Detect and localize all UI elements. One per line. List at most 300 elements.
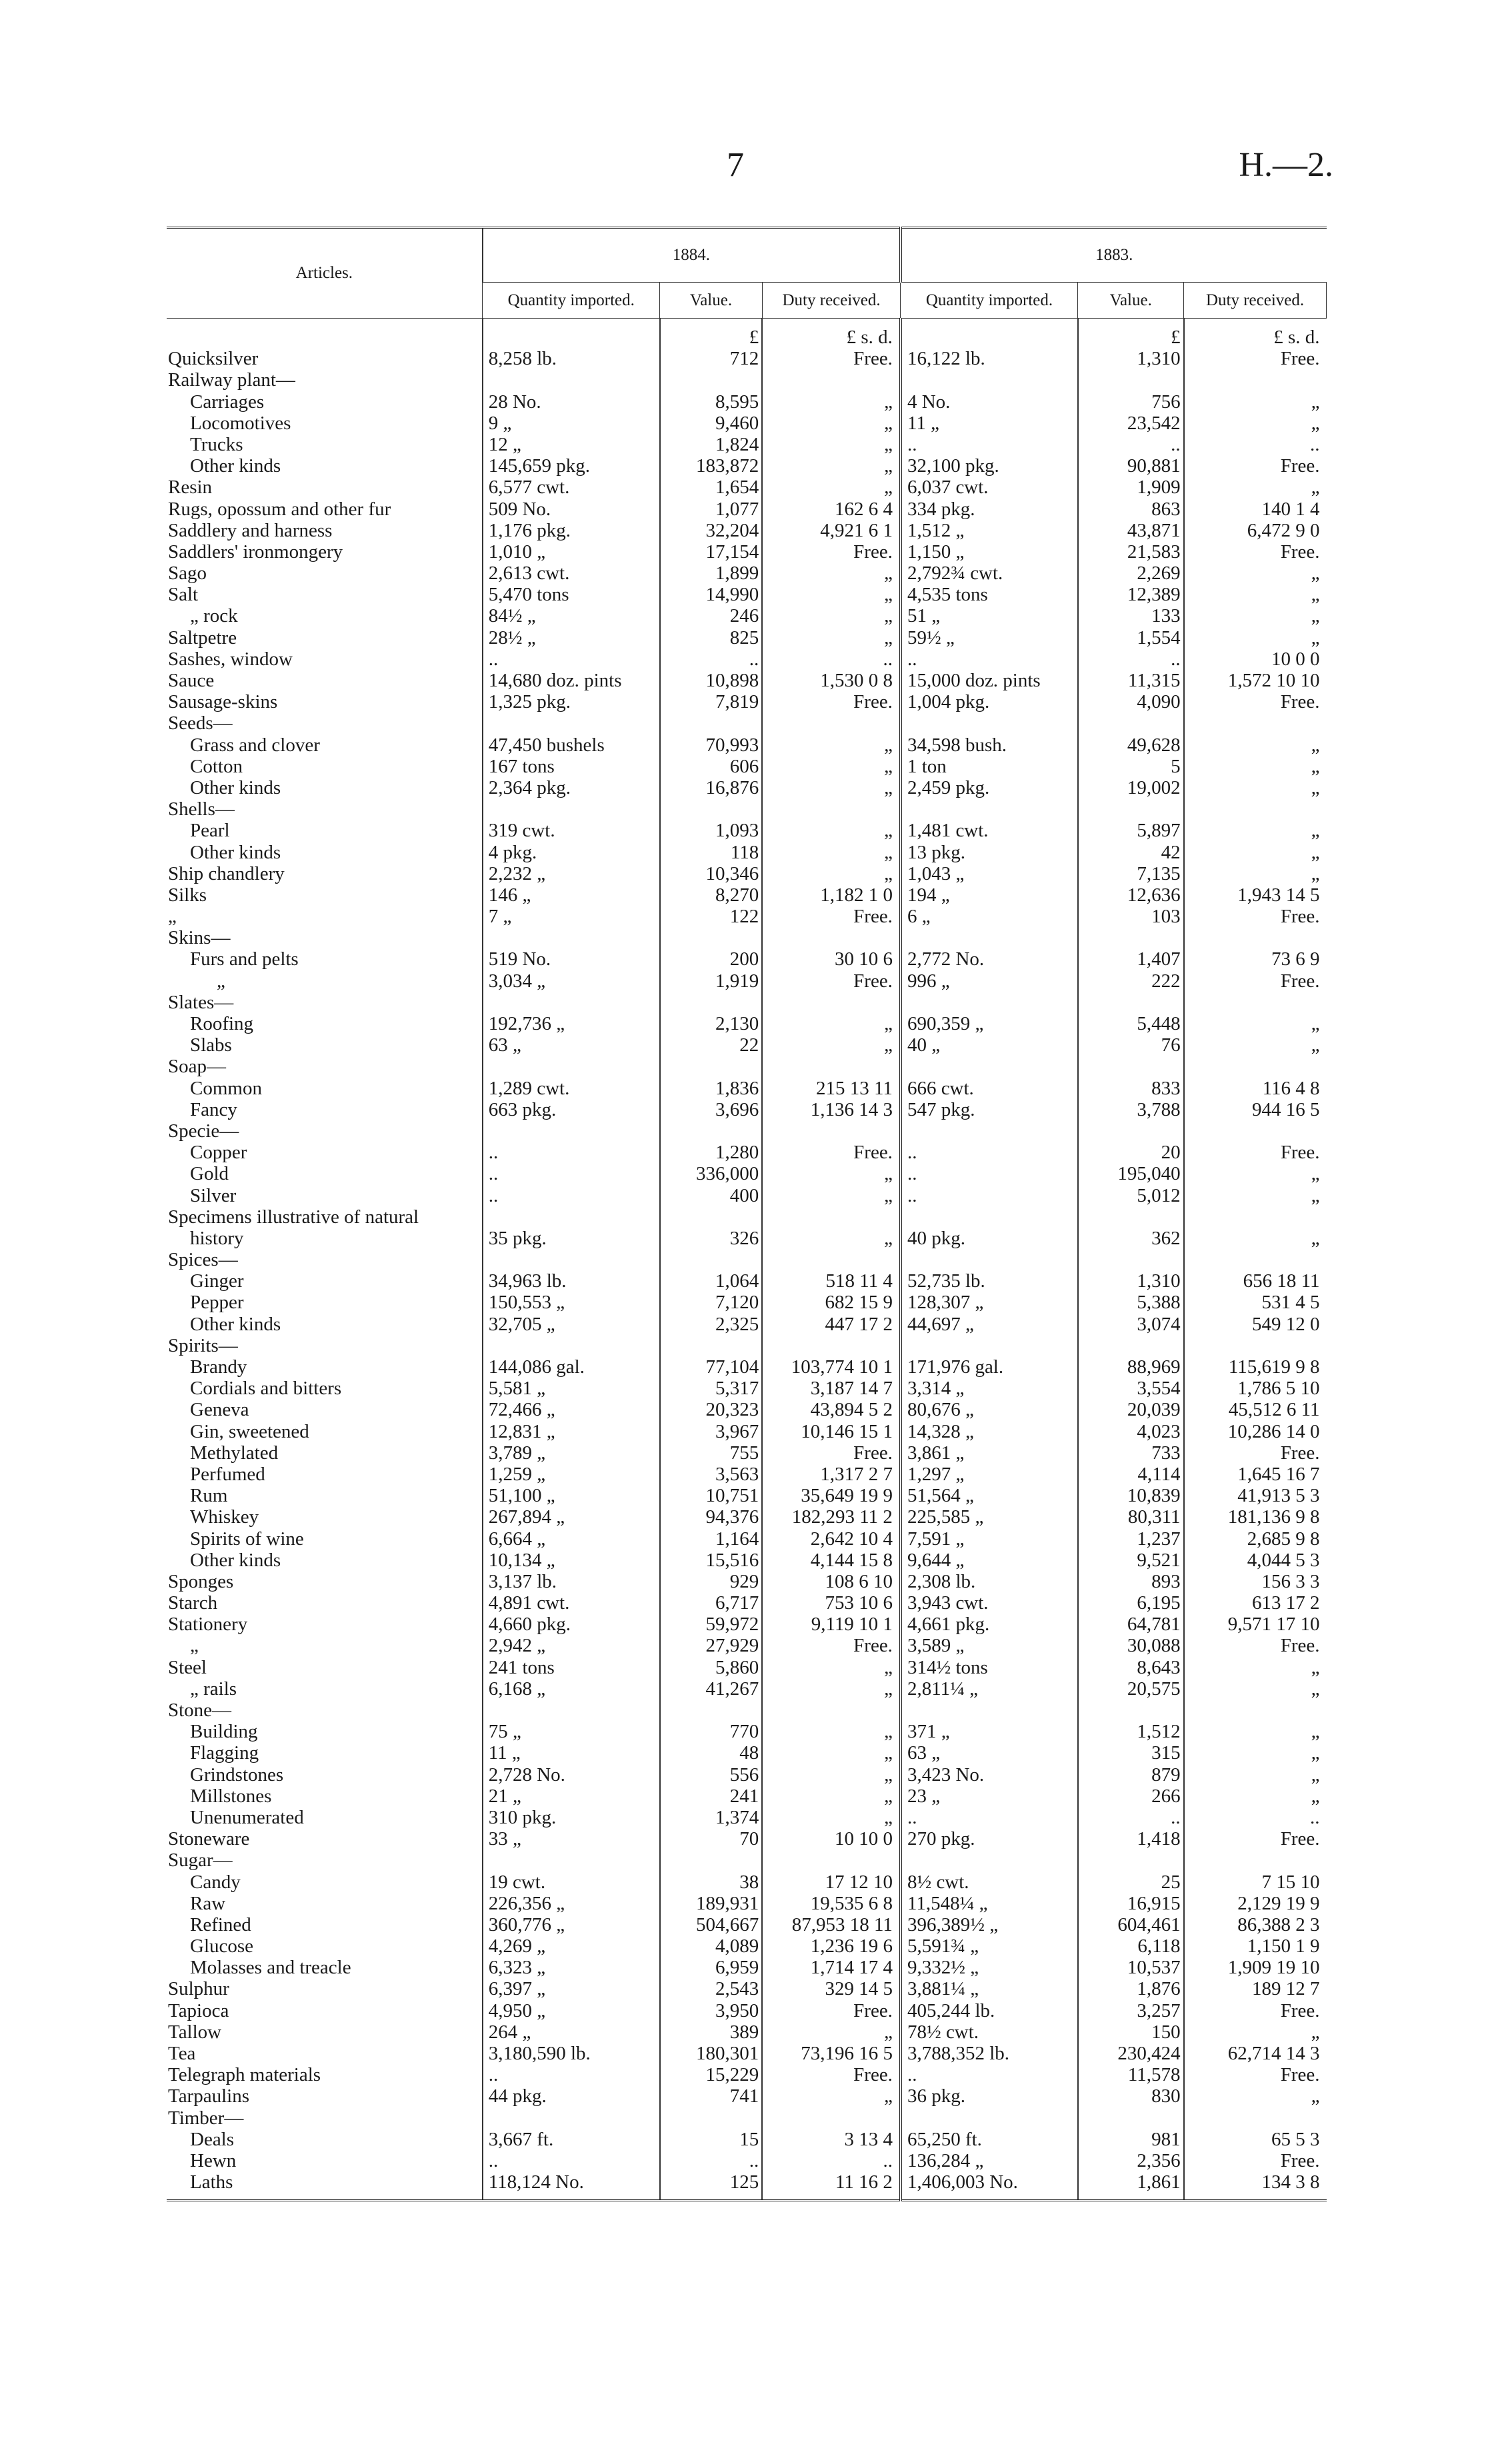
- table-row: [167, 2021, 1327, 2043]
- article-name: Sugar—: [168, 1849, 233, 1871]
- quantity-1883: 63 „: [901, 1742, 1078, 1764]
- article-name: „: [168, 906, 177, 928]
- quantity-1884: 7 „: [483, 906, 660, 927]
- value-1883: [1078, 1700, 1184, 1721]
- article-name: Stationery: [168, 1614, 248, 1636]
- duty-1883: „: [1184, 734, 1327, 755]
- value-1884: 504,667: [660, 1914, 762, 1935]
- value-1884: 1,836: [660, 1077, 762, 1098]
- article-name: Carriages: [190, 391, 265, 413]
- duty-1883: Free.: [1184, 348, 1327, 369]
- value-1884: 7,819: [660, 691, 762, 712]
- quantity-1883: 23 „: [901, 1786, 1078, 1807]
- duty-1883: [1184, 1249, 1327, 1270]
- quantity-1883: 396,389½ „: [901, 1914, 1078, 1935]
- quantity-1884: 2,232 „: [483, 863, 660, 884]
- duty-1884: [762, 798, 901, 820]
- duty-1883: 41,913 5 3: [1184, 1485, 1327, 1506]
- quantity-1883: 3,423 No.: [901, 1764, 1078, 1785]
- value-1883: 11,315: [1078, 670, 1184, 691]
- table-row: [167, 498, 1327, 519]
- quantity-1884: [483, 992, 660, 1013]
- duty-1883: „: [1184, 584, 1327, 605]
- value-1884: 8,270: [660, 884, 762, 906]
- article-name: Skins—: [168, 927, 231, 949]
- quantity-1884: 360,776 „: [483, 1914, 660, 1935]
- article-name: Molasses and treacle: [190, 1957, 351, 1979]
- table-row: [167, 1249, 1327, 1270]
- value-1884: 20,323: [660, 1399, 762, 1420]
- quantity-1884: 2,728 No.: [483, 1764, 660, 1785]
- duty-1884: „: [762, 563, 901, 584]
- value-1883: 42: [1078, 841, 1184, 862]
- article-name: Quicksilver: [168, 348, 259, 370]
- quantity-1884: 146 „: [483, 884, 660, 906]
- value-1884: 189,931: [660, 1893, 762, 1914]
- duty-1884: „: [762, 391, 901, 412]
- article-name: Refined: [190, 1913, 251, 1935]
- imports-table-frame: [167, 227, 1327, 2201]
- value-1883: 879: [1078, 1764, 1184, 1785]
- value-1884: [660, 369, 762, 391]
- value-1884: [660, 798, 762, 820]
- quantity-1883: 690,359 „: [901, 1013, 1078, 1034]
- value-1883: 1,909: [1078, 477, 1184, 498]
- duty-unit-1883: £ s. d.: [1184, 319, 1327, 349]
- table-row: [167, 1206, 1327, 1228]
- value-unit-1883: £: [1078, 319, 1184, 349]
- quantity-1883: [901, 798, 1078, 820]
- value-1884: 770: [660, 1721, 762, 1742]
- quantity-1883: [901, 1335, 1078, 1356]
- duty-1883: 156 3 3: [1184, 1571, 1327, 1592]
- quantity-1883: 547 pkg.: [901, 1099, 1078, 1120]
- quantity-1884: 3,667 ft.: [483, 2129, 660, 2150]
- value-1884: 8,595: [660, 391, 762, 412]
- duty-1884: Free.: [762, 691, 901, 712]
- duty-1883: „: [1184, 1721, 1327, 1742]
- duty-1884: [762, 1120, 901, 1142]
- value-1884: 389: [660, 2021, 762, 2043]
- table-row: [167, 992, 1327, 1013]
- table-row: [167, 1700, 1327, 1721]
- value-1883: 12,636: [1078, 884, 1184, 906]
- article-name: Millstones: [190, 1785, 272, 1807]
- table-row: [167, 927, 1327, 948]
- duty-1883: „: [1184, 626, 1327, 648]
- table-row: [167, 2150, 1327, 2171]
- duty-1884: „: [762, 413, 901, 434]
- article-name: Tapioca: [168, 1999, 229, 2021]
- duty-1884: 19,535 6 8: [762, 1893, 901, 1914]
- duty-1883: 116 4 8: [1184, 1077, 1327, 1098]
- value-1883: 1,554: [1078, 626, 1184, 648]
- duty-1884: 518 11 4: [762, 1270, 901, 1292]
- table-row: [167, 1420, 1327, 1442]
- quantity-1884: 2,613 cwt.: [483, 563, 660, 584]
- duty-1884: „: [762, 1678, 901, 1700]
- value-1884: 606: [660, 756, 762, 777]
- duty-1884: „: [762, 434, 901, 455]
- quantity-1883: ..: [901, 1163, 1078, 1184]
- quantity-1884: [483, 2107, 660, 2128]
- quantity-1883: 128,307 „: [901, 1292, 1078, 1313]
- duty-1883: 45,512 6 11: [1184, 1399, 1327, 1420]
- quantity-header-1884: Quantity imported.: [483, 283, 660, 319]
- article-name: Hewn: [190, 2149, 237, 2171]
- duty-1884: 162 6 4: [762, 498, 901, 519]
- quantity-1883: 2,772 No.: [901, 948, 1078, 970]
- articles-header: Articles.: [167, 228, 483, 319]
- value-1883: 20: [1078, 1142, 1184, 1163]
- duty-1884: 73,196 16 5: [762, 2043, 901, 2064]
- article-name: Shells—: [168, 798, 235, 820]
- quantity-1884: 3,034 „: [483, 970, 660, 991]
- duty-1884: Free.: [762, 1999, 901, 2021]
- value-1883: 830: [1078, 2085, 1184, 2107]
- duty-1883: Free.: [1184, 2150, 1327, 2171]
- value-1883: 49,628: [1078, 734, 1184, 755]
- value-1884: 38: [660, 1871, 762, 1892]
- value-1884: 3,696: [660, 1099, 762, 1120]
- value-1883: 5: [1078, 756, 1184, 777]
- table-row: [167, 1077, 1327, 1098]
- duty-1883: 4,044 5 3: [1184, 1550, 1327, 1571]
- article-name: Copper: [190, 1142, 247, 1164]
- article-name: Slates—: [168, 991, 234, 1013]
- quantity-1883: 1,406,003 No.: [901, 2171, 1078, 2193]
- quantity-1884: 4,269 „: [483, 1935, 660, 1957]
- quantity-1883: ..: [901, 1184, 1078, 1206]
- duty-1883: 9,571 17 10: [1184, 1614, 1327, 1635]
- article-name: Timber—: [168, 2107, 244, 2129]
- quantity-1883: 2,811¼ „: [901, 1678, 1078, 1700]
- value-1883: 150: [1078, 2021, 1184, 2043]
- table-row: [167, 906, 1327, 927]
- quantity-1884: 319 cwt.: [483, 820, 660, 841]
- quantity-1884: 19 cwt.: [483, 1871, 660, 1892]
- duty-1883: [1184, 1056, 1327, 1077]
- duty-1883: [1184, 927, 1327, 948]
- quantity-1884: 12 „: [483, 434, 660, 455]
- value-1884: 118: [660, 841, 762, 862]
- value-1883: 362: [1078, 1228, 1184, 1249]
- duty-1883: „: [1184, 863, 1327, 884]
- value-1883: [1078, 927, 1184, 948]
- value-1883: ..: [1078, 1807, 1184, 1828]
- value-1884: 94,376: [660, 1506, 762, 1528]
- quantity-1884: 267,894 „: [483, 1506, 660, 1528]
- table-row: [167, 691, 1327, 712]
- duty-1883: [1184, 1206, 1327, 1228]
- quantity-1883: 80,676 „: [901, 1399, 1078, 1420]
- duty-1883: „: [1184, 820, 1327, 841]
- value-1884: 70,993: [660, 734, 762, 755]
- table-row: [167, 1635, 1327, 1656]
- quantity-1883: 5,591¾ „: [901, 1935, 1078, 1957]
- duty-1884: [762, 1849, 901, 1871]
- quantity-1884: 4 pkg.: [483, 841, 660, 862]
- article-name: Candy: [190, 1871, 241, 1893]
- article-name: Other kinds: [190, 1549, 281, 1571]
- value-1884: 3,967: [660, 1420, 762, 1442]
- table-row: [167, 1034, 1327, 1056]
- table-row: [167, 1871, 1327, 1892]
- table-row: [167, 563, 1327, 584]
- duty-1884: 1,136 14 3: [762, 1099, 901, 1120]
- quantity-1884: 6,664 „: [483, 1528, 660, 1549]
- quantity-1883: [901, 992, 1078, 1013]
- value-1883: 7,135: [1078, 863, 1184, 884]
- quantity-1884: [483, 1056, 660, 1077]
- article-name: Building: [190, 1721, 258, 1743]
- year-1883-header: 1883.: [901, 228, 1327, 283]
- value-1883: [1078, 1056, 1184, 1077]
- duty-1884: „: [762, 1721, 901, 1742]
- table-row: [167, 863, 1327, 884]
- quantity-1884: 226,356 „: [483, 1893, 660, 1914]
- duty-1884: Free.: [762, 541, 901, 563]
- article-name: Tallow: [168, 2021, 222, 2043]
- quantity-1883: 6,037 cwt.: [901, 477, 1078, 498]
- duty-1884: 3 13 4: [762, 2129, 901, 2150]
- value-1884: 712: [660, 348, 762, 369]
- quantity-1883: 3,589 „: [901, 1635, 1078, 1656]
- duty-1883: Free.: [1184, 2064, 1327, 2085]
- table-row: [167, 884, 1327, 906]
- quantity-1884: [483, 712, 660, 734]
- quantity-1883: 3,861 „: [901, 1442, 1078, 1464]
- value-1884: ..: [660, 2150, 762, 2171]
- article-name: history: [190, 1227, 244, 1249]
- quantity-1883: 59½ „: [901, 626, 1078, 648]
- quantity-1884: 1,176 pkg.: [483, 520, 660, 541]
- article-name: Sashes, window: [168, 648, 293, 670]
- article-name: Common: [190, 1077, 262, 1099]
- quantity-1883: 34,598 bush.: [901, 734, 1078, 755]
- value-1884: 556: [660, 1764, 762, 1785]
- value-1884: 1,164: [660, 1528, 762, 1549]
- value-1883: 3,554: [1078, 1378, 1184, 1399]
- article-name: Rum: [190, 1485, 228, 1507]
- quantity-1884: [483, 1335, 660, 1356]
- duty-1883: 2,129 19 9: [1184, 1893, 1327, 1914]
- value-1883: [1078, 1335, 1184, 1356]
- value-1884: 41,267: [660, 1678, 762, 1700]
- article-name: Resin: [168, 477, 213, 499]
- value-1883: 833: [1078, 1077, 1184, 1098]
- value-unit-1884: £: [660, 319, 762, 349]
- table-row: [167, 1678, 1327, 1700]
- quantity-1883: 4,661 pkg.: [901, 1614, 1078, 1635]
- duty-1883: „: [1184, 1678, 1327, 1700]
- duty-1883: 944 16 5: [1184, 1099, 1327, 1120]
- value-1883: 9,521: [1078, 1550, 1184, 1571]
- table-row: [167, 1163, 1327, 1184]
- quantity-1883: 51,564 „: [901, 1485, 1078, 1506]
- quantity-1883: 9,644 „: [901, 1550, 1078, 1571]
- value-1883: 133: [1078, 605, 1184, 626]
- value-1883: 981: [1078, 2129, 1184, 2150]
- quantity-1883: [901, 712, 1078, 734]
- quantity-1883: 314½ tons: [901, 1656, 1078, 1678]
- quantity-1883: 2,459 pkg.: [901, 777, 1078, 798]
- value-1883: 1,861: [1078, 2171, 1184, 2193]
- value-1883: [1078, 992, 1184, 1013]
- quantity-1884: ..: [483, 1163, 660, 1184]
- value-1883: 5,897: [1078, 820, 1184, 841]
- quantity-1883: 1,004 pkg.: [901, 691, 1078, 712]
- duty-1883: 7 15 10: [1184, 1871, 1327, 1892]
- duty-1884: [762, 1700, 901, 1721]
- quantity-1884: 72,466 „: [483, 1399, 660, 1420]
- duty-1883: [1184, 2107, 1327, 2128]
- duty-1883: 2,685 9 8: [1184, 1528, 1327, 1549]
- quantity-1884: [483, 798, 660, 820]
- duty-1884: „: [762, 820, 901, 841]
- value-1883: [1078, 712, 1184, 734]
- table-row: [167, 1056, 1327, 1077]
- table-row: [167, 1378, 1327, 1399]
- value-1883: 3,257: [1078, 1999, 1184, 2021]
- quantity-1884: 10,134 „: [483, 1550, 660, 1571]
- duty-1884: 1,317 2 7: [762, 1464, 901, 1485]
- duty-1883: [1184, 712, 1327, 734]
- table-row: [167, 1013, 1327, 1034]
- value-1884: 15: [660, 2129, 762, 2150]
- value-1883: 8,643: [1078, 1656, 1184, 1678]
- value-1884: [660, 1120, 762, 1142]
- quantity-1884: [483, 1849, 660, 1871]
- article-name: Sago: [168, 563, 207, 585]
- article-name: Tea: [168, 2043, 196, 2064]
- table-row: [167, 1786, 1327, 1807]
- quantity-1884: 47,450 bushels: [483, 734, 660, 755]
- value-1883: 1,876: [1078, 1978, 1184, 1999]
- quantity-1883: 1,512 „: [901, 520, 1078, 541]
- value-1883: 4,023: [1078, 1420, 1184, 1442]
- quantity-1883: 11 „: [901, 413, 1078, 434]
- article-name: Glucose: [190, 1935, 254, 1957]
- quantity-1883: 4 No.: [901, 391, 1078, 412]
- quantity-1883: 51 „: [901, 605, 1078, 626]
- table-row: [167, 348, 1327, 369]
- duty-1884: 2,642 10 4: [762, 1528, 901, 1549]
- article-name: Steel: [168, 1656, 207, 1678]
- duty-1884: „: [762, 2021, 901, 2043]
- table-row: [167, 734, 1327, 755]
- value-1884: 27,929: [660, 1635, 762, 1656]
- quantity-1883: [901, 1700, 1078, 1721]
- value-1884: 3,950: [660, 1999, 762, 2021]
- duty-1884: 1,530 0 8: [762, 670, 901, 691]
- value-1883: 1,310: [1078, 1270, 1184, 1292]
- quantity-1883: ..: [901, 1142, 1078, 1163]
- table-row: [167, 670, 1327, 691]
- quantity-1884: 241 tons: [483, 1656, 660, 1678]
- quantity-1884: [483, 369, 660, 391]
- duty-1884: 108 6 10: [762, 1571, 901, 1592]
- quantity-1883: [901, 1120, 1078, 1142]
- value-1883: 1,512: [1078, 1721, 1184, 1742]
- table-row: [167, 1335, 1327, 1356]
- table-row: [167, 541, 1327, 563]
- quantity-1884: [483, 1206, 660, 1228]
- quantity-1883: [901, 1206, 1078, 1228]
- quantity-1883: 3,314 „: [901, 1378, 1078, 1399]
- quantity-1883: [901, 1249, 1078, 1270]
- table-row: [167, 1721, 1327, 1742]
- table-bottom-rule: [167, 2193, 1327, 2201]
- quantity-1883: 1 ton: [901, 756, 1078, 777]
- duty-1883: 1,150 1 9: [1184, 1935, 1327, 1957]
- value-1884: 180,301: [660, 2043, 762, 2064]
- duty-1883: 656 18 11: [1184, 1270, 1327, 1292]
- article-name: Perfumed: [190, 1463, 265, 1485]
- value-1884: ..: [660, 648, 762, 670]
- duty-1884: ..: [762, 2150, 901, 2171]
- table-row: [167, 1914, 1327, 1935]
- duty-1884: [762, 1056, 901, 1077]
- value-1884: 6,959: [660, 1957, 762, 1978]
- duty-1884: 87,953 18 11: [762, 1914, 901, 1935]
- value-1883: 195,040: [1078, 1163, 1184, 1184]
- value-1883: 90,881: [1078, 455, 1184, 477]
- quantity-1883: 6 „: [901, 906, 1078, 927]
- duty-1883: 115,619 9 8: [1184, 1356, 1327, 1378]
- duty-1884: [762, 992, 901, 1013]
- value-1884: 183,872: [660, 455, 762, 477]
- value-1884: 1,919: [660, 970, 762, 991]
- duty-1883: „: [1184, 1742, 1327, 1764]
- duty-1883: [1184, 1335, 1327, 1356]
- currency-units-row: [167, 319, 1327, 349]
- article-name: Saltpetre: [168, 626, 237, 648]
- value-1884: 929: [660, 1571, 762, 1592]
- duty-1883: [1184, 369, 1327, 391]
- value-header-1883: Value.: [1078, 283, 1184, 319]
- quantity-1884: 33 „: [483, 1828, 660, 1849]
- duty-1884: 103,774 10 1: [762, 1356, 901, 1378]
- value-1884: [660, 1056, 762, 1077]
- table-row: [167, 626, 1327, 648]
- value-1883: 756: [1078, 391, 1184, 412]
- duty-1883: 6,472 9 0: [1184, 520, 1327, 541]
- table-row: [167, 2085, 1327, 2107]
- duty-1884: [762, 2107, 901, 2128]
- value-1884: 48: [660, 1742, 762, 1764]
- duty-1883: „: [1184, 477, 1327, 498]
- duty-1884: „: [762, 1013, 901, 1034]
- duty-1883: „: [1184, 2085, 1327, 2107]
- quantity-1883: [901, 1849, 1078, 1871]
- duty-1883: „: [1184, 841, 1327, 862]
- quantity-1883: 1,297 „: [901, 1464, 1078, 1485]
- table-row: [167, 434, 1327, 455]
- article-name: Specie—: [168, 1120, 239, 1142]
- duty-1883: Free.: [1184, 541, 1327, 563]
- duty-1883: ..: [1184, 434, 1327, 455]
- quantity-1883: 3,943 cwt.: [901, 1592, 1078, 1614]
- value-1884: 59,972: [660, 1614, 762, 1635]
- quantity-1884: [483, 1120, 660, 1142]
- article-name: „ rails: [190, 1678, 237, 1700]
- duty-1884: „: [762, 477, 901, 498]
- duty-1884: „: [762, 1656, 901, 1678]
- duty-1883: 549 12 0: [1184, 1313, 1327, 1334]
- duty-1884: „: [762, 756, 901, 777]
- value-1884: 1,824: [660, 434, 762, 455]
